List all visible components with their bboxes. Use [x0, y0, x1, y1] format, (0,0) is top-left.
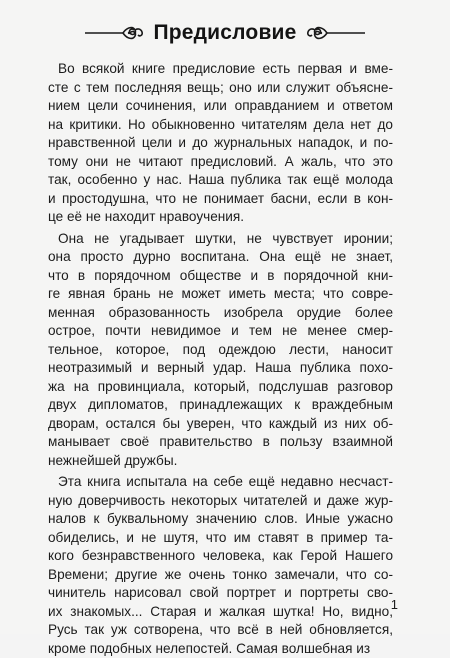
text-line: она просто дурно воспитана. Она ещё не знает, — [48, 248, 393, 267]
paragraph — [48, 473, 393, 658]
text-line: кроме подобных нелепостей. Самая волшебная из — [48, 640, 393, 658]
scroll-flourish-icon — [83, 23, 145, 43]
text-line: неотразимый и верный удар. Наша публика похо- — [48, 359, 393, 378]
chapter-heading — [0, 18, 450, 48]
text-line: и простодушна, что не понимает басни, если в кон- — [48, 190, 393, 209]
text-line: Во всякой книге предисловие есть первая и вме- — [48, 60, 393, 79]
text-line: дворам, остался бы уверен, что каждый из них об- — [48, 415, 393, 434]
text-line: ную доверчивость некоторых читателей и даже жур- — [48, 492, 393, 511]
text-line: обиделись, и не шутя, что им ставят в пример та- — [48, 529, 393, 548]
text-line: тому они не читают предисловий. А жаль, что это — [48, 153, 393, 172]
text-line: ге явная брань не может иметь места; что совре- — [48, 285, 393, 304]
text-line: жа на провинциала, который, подслушав разговор — [48, 378, 393, 397]
text-line: менная образованность изобрела орудие более — [48, 304, 393, 323]
text-line: нежнейшей дружбы. — [48, 452, 393, 471]
text-line: двух дипломатов, принадлежащих к враждебным — [48, 396, 393, 415]
text-line: что в порядочном обществе и в порядочной кни- — [48, 267, 393, 286]
paragraph — [48, 60, 393, 227]
text-line: чинитель нарисовал свой портрет и портреты сво- — [48, 584, 393, 603]
text-line: на критики. Но обыкновенно читателям дела нет до — [48, 116, 393, 135]
text-line: кого безнравственного человека, как Герой Нашего — [48, 547, 393, 566]
scroll-flourish-icon — [305, 23, 367, 43]
text-line: острое, почти невидимое и тем не менее смер- — [48, 322, 393, 341]
text-line: манывает своё правительство в пользу взаимной — [48, 433, 393, 452]
text-line: Времени; другие же очень тонко замечали, что со- — [48, 566, 393, 585]
text-line: так, особенно у нас. Наша публика так ещё молода — [48, 171, 393, 190]
text-line: нием цели сочинения, или оправданием и ответом — [48, 97, 393, 116]
text-line: тельное, которое, под одеждою лести, наносит — [48, 341, 393, 360]
text-line: Русь так уж сотворена, что всё в ней обновляется, — [48, 621, 393, 640]
text-line: Она не угадывает шутки, не чувствует иронии; — [48, 230, 393, 249]
paragraph — [48, 230, 393, 471]
body-text — [48, 60, 393, 658]
page-title: Предисловие — [153, 21, 296, 45]
page-number: 1 — [391, 597, 398, 612]
text-line: Эта книга испытала на себе ещё недавно несчаст- — [48, 473, 393, 492]
text-line: налов к буквальному значению слов. Иные ужасно — [48, 510, 393, 529]
text-line: сте с тем последняя вещь; оно или служит объясне- — [48, 79, 393, 98]
text-line: их знакомых... Старая и жалкая шутка! Но, видно, — [48, 603, 393, 622]
text-line: нравственной цели и до журнальных нападок, и по- — [48, 134, 393, 153]
text-line: це её не находит нравоучения. — [48, 208, 393, 227]
